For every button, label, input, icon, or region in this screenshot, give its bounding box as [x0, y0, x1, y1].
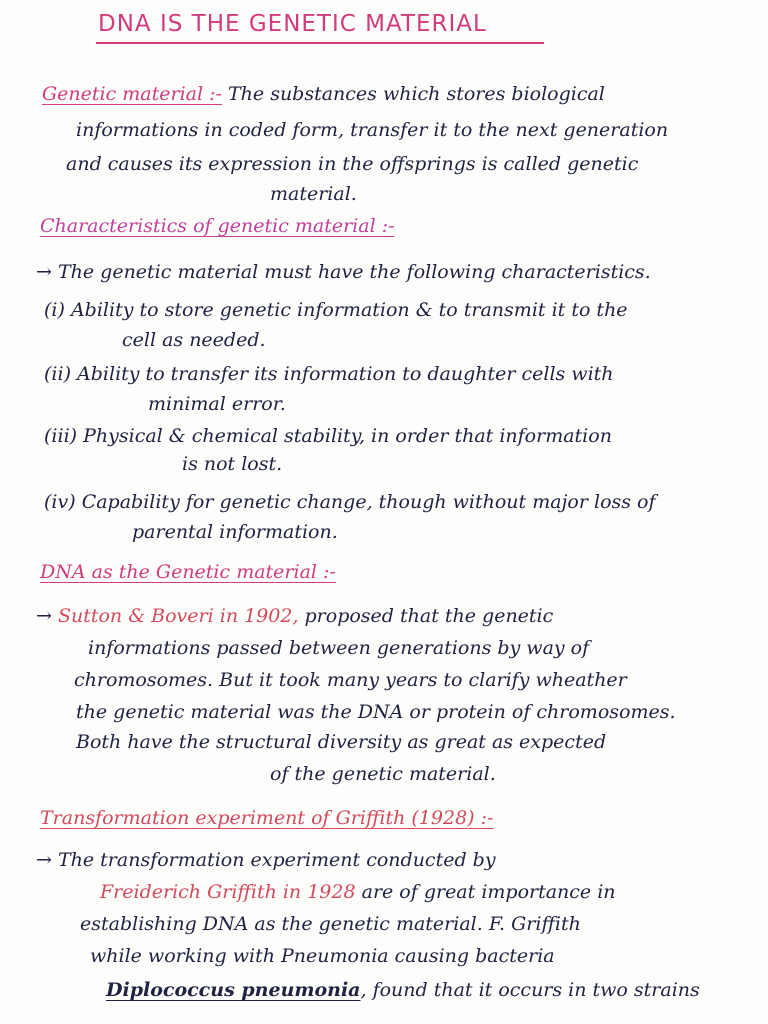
dna-line-6: of the genetic material. [270, 763, 496, 785]
definition-line-1 [42, 82, 605, 106]
characteristic-item-2-cont: minimal error. [148, 393, 286, 415]
griffith-name: Freiderich Griffith in 1928 [100, 881, 356, 903]
characteristic-item-1: (i) Ability to store genetic information & to transmit it to the [44, 299, 628, 321]
characteristics-intro: → The genetic material must have the following characteristics. [36, 261, 651, 283]
sutton-boveri: Sutton & Boveri in 1902, [57, 605, 299, 627]
definition-text: The substances which stores biological [228, 83, 605, 105]
characteristic-item-3-cont: is not lost. [182, 453, 283, 475]
definition-line-4: material. [270, 183, 357, 205]
characteristics-heading: Characteristics of genetic material :- [40, 215, 395, 237]
definition-line-2: informations in coded form, transfer it to the next generation [76, 119, 669, 141]
griffith-line-5: Diplococcus pneumonia, found that it occurs in two strains [106, 979, 700, 1001]
dna-section-heading: DNA as the Genetic material :- [40, 561, 336, 583]
definition-label: Genetic material :- [42, 83, 222, 105]
griffith-line-1: → The transformation experiment conducted by [36, 849, 496, 871]
characteristic-item-1-cont: cell as needed. [122, 329, 266, 351]
item-marker: (iii) [44, 425, 78, 447]
dna-line-1: → Sutton & Boveri in 1902, proposed that the genetic [36, 605, 554, 627]
characteristic-item-3: (iii) Physical & chemical stability, in order that information [44, 425, 612, 447]
bacteria-name: Diplococcus pneumonia [106, 979, 361, 1001]
definition-line-3: and causes its expression in the offsprings is called genetic [66, 153, 639, 175]
arrow-icon: → [36, 605, 52, 627]
dna-line-2: informations passed between generations by way of [88, 637, 590, 659]
characteristic-item-2: (ii) Ability to transfer its information to daughter cells with [44, 363, 614, 385]
title-underline [96, 42, 544, 44]
arrow-icon: → [36, 849, 52, 871]
griffith-line-4: while working with Pneumonia causing bacteria [90, 945, 555, 967]
dna-line-5: Both have the structural diversity as great as expected [76, 731, 607, 753]
dna-line-4: the genetic material was the DNA or protein of chromosomes. [76, 701, 676, 723]
item-marker: (i) [44, 299, 65, 321]
page-title: DNA IS THE GENETIC MATERIAL [98, 11, 487, 37]
item-marker: (iv) [44, 491, 76, 513]
characteristic-item-4-cont: parental information. [132, 521, 338, 543]
dna-line-3: chromosomes. But it took many years to clarify wheather [74, 669, 627, 691]
griffith-line-3: establishing DNA as the genetic material. F. Griffith [80, 913, 581, 935]
item-marker: (ii) [44, 363, 71, 385]
griffith-line-2: Freiderich Griffith in 1928 are of great importance in [100, 881, 616, 903]
characteristic-item-4: (iv) Capability for genetic change, though without major loss of [44, 491, 656, 513]
arrow-icon: → [36, 261, 52, 283]
griffith-heading: Transformation experiment of Griffith (1928) :- [40, 807, 494, 829]
